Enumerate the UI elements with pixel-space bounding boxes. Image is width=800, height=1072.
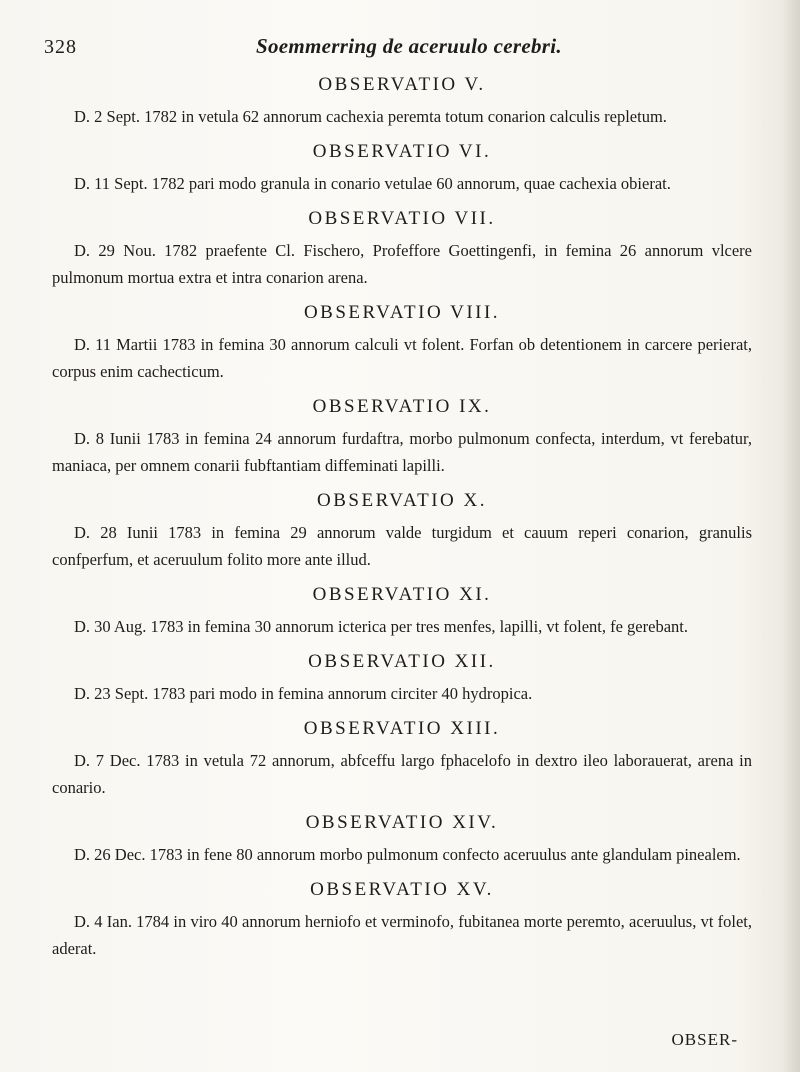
observation-9 <box>52 392 752 479</box>
observation-6 <box>52 137 752 197</box>
observation-heading: OBSERVATIO VII. <box>308 208 496 229</box>
catchword: OBSER- <box>671 1030 738 1049</box>
observation-text: D. 11 Sept. 1782 pari modo granula in conario vetulae 60 annorum, quae cachexia obierat. <box>74 174 671 193</box>
observation-text: D. 2 Sept. 1782 in vetula 62 annorum cachexia peremta totum conarion calculis repletum. <box>74 107 667 126</box>
observation-heading: OBSERVATIO IX. <box>312 396 492 417</box>
observation-13 <box>52 714 752 801</box>
observation-heading: OBSERVATIO XV. <box>310 879 494 900</box>
observation-text: D. 30 Aug. 1783 in femina 30 annorum icterica per tres menfes, lapilli, vt folent, fe gerebant. <box>74 617 688 636</box>
observation-text: D. 7 Dec. 1783 in vetula 72 annorum, abfceffu largo fphacelofo in dextro ileo laborauerat, arena in conario. <box>52 751 752 797</box>
observation-heading: OBSERVATIO XIII. <box>303 718 501 739</box>
observation-heading: OBSERVATIO XI. <box>312 584 492 605</box>
observation-text: D. 4 Ian. 1784 in viro 40 annorum herniofo et verminofo, fubitanea morte peremto, aceruulus, vt folet, aderat. <box>52 912 752 958</box>
observation-10 <box>52 486 752 573</box>
observation-12 <box>52 647 752 707</box>
observation-text: D. 26 Dec. 1783 in fene 80 annorum morbo pulmonum confecto aceruulus ante glandulam pinealem. <box>74 845 741 864</box>
running-head <box>36 30 766 60</box>
observation-heading: OBSERVATIO VIII. <box>303 302 501 323</box>
observation-heading: OBSERVATIO VI. <box>312 141 492 162</box>
observation-11 <box>52 580 752 640</box>
observation-heading: OBSERVATIO V. <box>318 74 486 95</box>
observation-heading: OBSERVATIO XII. <box>308 651 496 672</box>
observation-text: D. 23 Sept. 1783 pari modo in femina annorum circiter 40 hydropica. <box>74 684 533 703</box>
observation-text: D. 8 Iunii 1783 in femina 24 annorum furdaftra, morbo pulmonum confecta, interdum, vt ferebatur, maniaca, per omnem conarii fubftantiam diffeminati lapilli. <box>52 429 752 475</box>
observation-text: D. 29 Nou. 1782 praefente Cl. Fischero, Profeffore Goettingenfi, in femina 26 annorum vlcere pulmonum mortua extra et intra conarion arena. <box>52 241 752 287</box>
observations-list <box>52 70 752 969</box>
observation-8 <box>52 298 752 385</box>
observation-14 <box>52 808 752 868</box>
observation-heading: OBSERVATIO X. <box>317 490 487 511</box>
observation-heading: OBSERVATIO XIV. <box>305 812 499 833</box>
observation-15 <box>52 875 752 962</box>
observation-text: D. 28 Iunii 1783 in femina 29 annorum valde turgidum et cauum reperi conarion, granulis confperfum, et aceruulum folito more ante illud. <box>52 523 752 569</box>
observation-7 <box>52 204 752 291</box>
observation-5 <box>52 70 752 130</box>
page-number: 328 <box>44 36 77 58</box>
page-edge-shadow <box>782 0 800 1072</box>
running-title: Soemmerring de aceruulo cerebri. <box>256 34 562 58</box>
observation-text: D. 11 Martii 1783 in femina 30 annorum calculi vt folent. Forfan ob detentionem in carcere perierat, corpus enim cacheсticum. <box>52 335 752 381</box>
